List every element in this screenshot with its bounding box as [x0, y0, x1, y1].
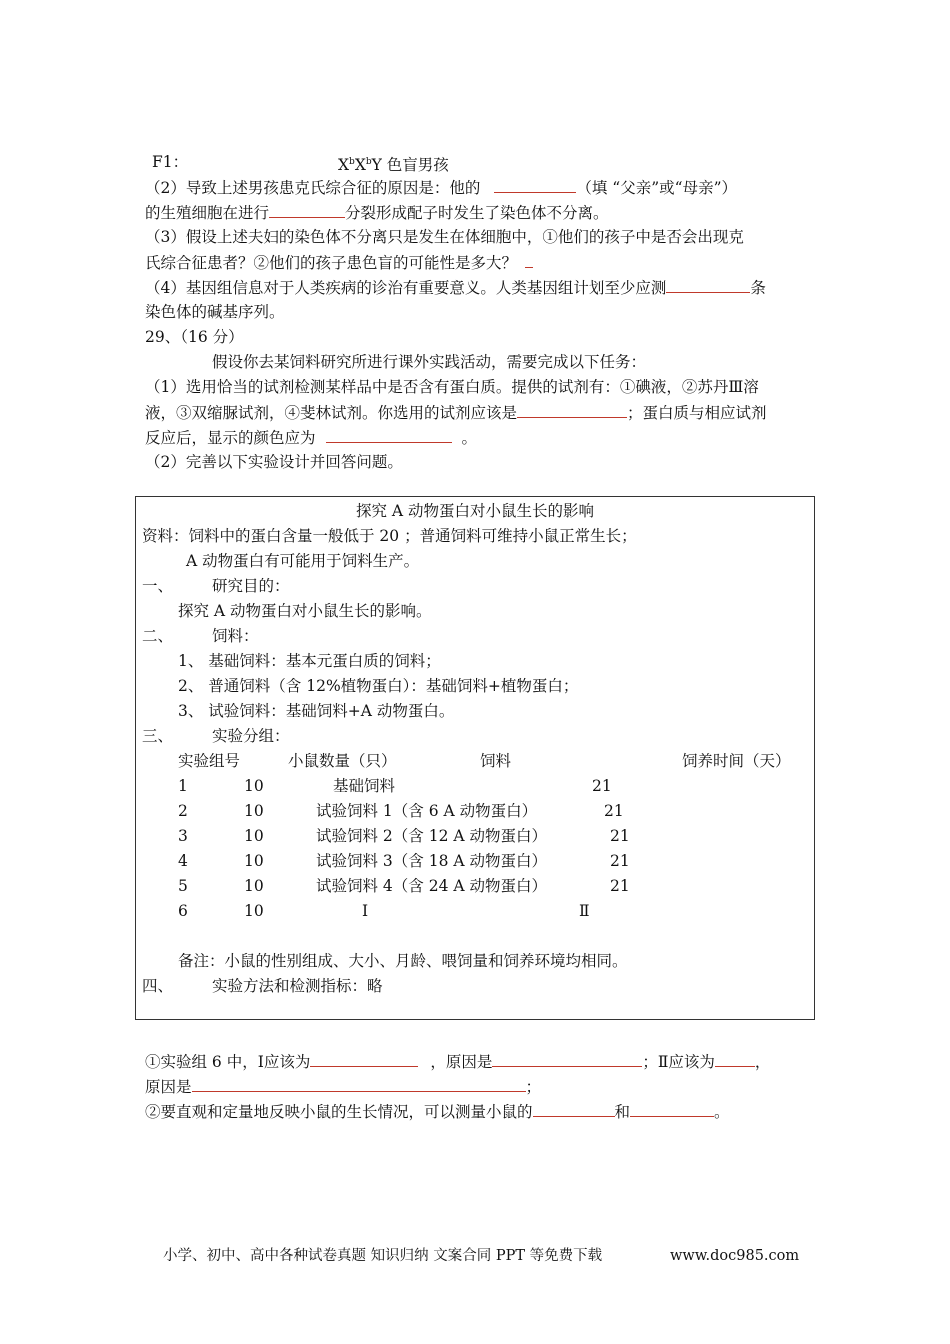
row-days: 21: [592, 777, 612, 795]
feed-item: 3、 试验饲料：基础饲料+A 动物蛋白。: [178, 702, 455, 720]
answer-blank-ii[interactable]: [715, 1051, 755, 1067]
footer-text: 小学、初中、高中各种试卷真题 知识归纳 文案合同 PPT 等免费下载: [163, 1248, 603, 1264]
section-1-title: 研究目的：: [212, 577, 290, 595]
section-4-number: 四、: [142, 977, 174, 995]
q3-line2: 氏综合征患者？②他们的孩子患色盲的可能性是多大？: [145, 252, 533, 273]
q2-answer-blank-parent[interactable]: [494, 177, 576, 193]
row-group: 6: [178, 902, 188, 920]
row-count: 10: [244, 877, 264, 895]
row-feed: 试验饲料 4（含 24 A 动物蛋白）: [316, 877, 547, 895]
q4-line2: 染色体的碱基序列。: [145, 303, 285, 321]
feed-item: 1、 基础饲料：基本元蛋白质的饲料；: [178, 652, 441, 670]
q2-line1: （2）导致上述男孩患克氏综合征的原因是：他的 （填 “父亲”或“母亲”）: [145, 179, 737, 197]
table-header-days: 饲养时间（天）: [682, 752, 791, 770]
section-2-number: 二、: [142, 627, 174, 645]
answer-blank-i[interactable]: [310, 1051, 418, 1067]
row-count: 10: [244, 777, 264, 795]
experiment-design-box: [135, 496, 815, 1020]
q4-answer-blank[interactable]: [666, 277, 750, 293]
q29-p2: （2）完善以下实验设计并回答问题。: [145, 453, 403, 471]
row-count: 10: [244, 902, 264, 920]
row-days: 21: [610, 877, 630, 895]
footer-url[interactable]: www.doc985.com: [670, 1248, 800, 1264]
q4-line1: （4）基因组信息对于人类疾病的诊治有重要意义。人类基因组计划至少应测 条: [145, 279, 766, 297]
row-count: 10: [244, 827, 264, 845]
box-note: 备注：小鼠的性别组成、大小、月龄、喂饲量和饲养环境均相同。: [178, 952, 628, 970]
q2-line2: 的生殖细胞在进行 分裂形成配子时发生了染色体不分离。: [145, 204, 609, 222]
q3-answer-blank[interactable]: [525, 252, 533, 268]
section-3-number: 三、: [142, 727, 174, 745]
answer-blank-reason-ii[interactable]: [192, 1076, 526, 1092]
q2-answer-blank-division[interactable]: [269, 202, 345, 218]
table-header-feed: 饲料: [480, 752, 512, 770]
box-info-line2: A 动物蛋白有可能用于饲料生产。: [186, 552, 420, 570]
row-group: 2: [178, 802, 188, 820]
section-4-title: 实验方法和检测指标：略: [212, 977, 383, 995]
section-1-text: 探究 A 动物蛋白对小鼠生长的影响。: [178, 602, 432, 620]
row-days: 21: [610, 852, 630, 870]
row-count: 10: [244, 852, 264, 870]
row-feed: 试验饲料 1（含 6 A 动物蛋白）: [316, 802, 538, 820]
q3-line1: （3）假设上述夫妇的染色体不分离只是发生在体细胞中，①他们的孩子中是否会出现克: [145, 228, 744, 246]
section-1-number: 一、: [142, 577, 174, 595]
answer-blank-measure-1[interactable]: [533, 1101, 615, 1117]
row-feed: 基础饲料: [333, 777, 396, 795]
answer-blank-reason-i[interactable]: [492, 1051, 642, 1067]
row-group: 1: [178, 777, 188, 795]
answer-1-line1: ①实验组 6 中，Ⅰ应该为 ，原因是 ；Ⅱ应该为 ，: [145, 1053, 771, 1071]
answer-2-line: ②要直观和定量地反映小鼠的生长情况，可以测量小鼠的 和 。: [145, 1103, 730, 1121]
box-info-line1: 资料：饲料中的蛋白含量一般低于 20 ；普通饲料可维持小鼠正常生长；: [142, 527, 637, 545]
f1-label: F1：: [152, 153, 189, 171]
answer-blank-measure-2[interactable]: [630, 1101, 714, 1117]
q29-heading: 29、（16 分）: [145, 328, 244, 346]
row-feed: 试验饲料 2（含 12 A 动物蛋白）: [316, 827, 547, 845]
section-2-title: 饲料：: [212, 627, 259, 645]
row-days: 21: [604, 802, 624, 820]
q29-p1-line1: （1）选用恰当的试剂检测某样品中是否含有蛋白质。提供的试剂有：①碘液，②苏丹Ⅲ溶: [145, 378, 759, 396]
row-group: 5: [178, 877, 188, 895]
section-3-title: 实验分组：: [212, 727, 290, 745]
table-header-count: 小鼠数量（只）: [288, 752, 397, 770]
answer-1-line2: 原因是 ；: [145, 1078, 542, 1096]
q29-color-blank[interactable]: [326, 427, 452, 443]
row-group: 4: [178, 852, 188, 870]
row-feed: Ⅰ: [362, 902, 369, 920]
row-feed: 试验饲料 3（含 18 A 动物蛋白）: [316, 852, 547, 870]
q29-p1-line3: 反应后，显示的颜色应为 。: [145, 429, 478, 447]
row-days: Ⅱ: [579, 902, 590, 920]
row-count: 10: [244, 802, 264, 820]
box-title: 探究 A 动物蛋白对小鼠生长的影响: [355, 502, 595, 520]
feed-item: 2、 普通饲料（含 12%植物蛋白）：基础饲料+植物蛋白；: [178, 677, 579, 695]
q29-p1-line2: 液，③双缩脲试剂，④斐林试剂。你选用的试剂应该是 ；蛋白质与相应试剂: [145, 404, 767, 422]
row-days: 21: [610, 827, 630, 845]
table-header-group: 实验组号: [178, 752, 241, 770]
row-group: 3: [178, 827, 188, 845]
q29-intro: 假设你去某饲料研究所进行课外实践活动，需要完成以下任务：: [212, 353, 647, 371]
f1-line: [152, 152, 449, 174]
q29-reagent-blank[interactable]: [517, 402, 627, 418]
f1-genotype: $X^bX^bY$ 色盲男孩: [338, 156, 449, 174]
